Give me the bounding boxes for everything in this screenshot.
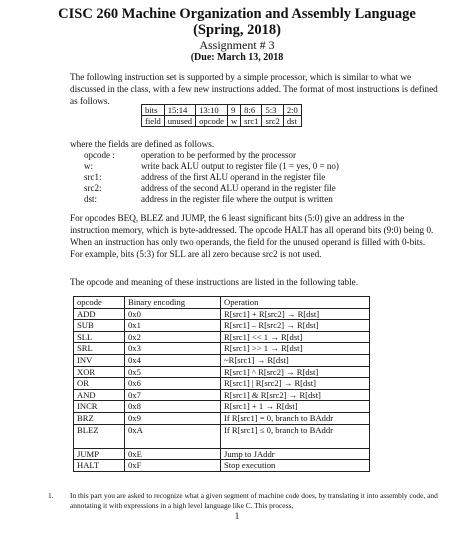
operation-cell: If R[src1] ≤ 0, branch to BAddr: [221, 424, 370, 448]
footnote: [48, 491, 450, 510]
opcode-cell: ADD: [74, 308, 125, 320]
opcode-cell: BLEZ: [74, 424, 125, 448]
document-title: CISC 260 Machine Organization and Assembly Language: [58, 6, 416, 22]
bits-cell: 2:0: [283, 105, 301, 116]
opcode-table: [73, 296, 370, 472]
bits-row: [142, 105, 302, 116]
operation-cell: ~R[src1] → R[dst]: [221, 354, 370, 366]
bits-cell: 5:3: [262, 105, 283, 116]
encoding-cell: 0x7: [125, 389, 221, 401]
column-header: Binary encoding: [125, 297, 221, 309]
footnote-number: 1.: [48, 491, 54, 500]
column-header: opcode: [74, 297, 125, 309]
bits-cell: 8:6: [241, 105, 262, 116]
encoding-cell: 0x4: [125, 354, 221, 366]
opcode-cell: SLL: [74, 331, 125, 343]
operation-cell: R[src1] >> 1 → R[dst]: [221, 343, 370, 355]
table-row: [74, 308, 370, 320]
table-row: [74, 320, 370, 332]
encoding-cell: 0xA: [125, 424, 221, 448]
page-number: 1: [234, 511, 240, 521]
due-date: (Due: March 13, 2018: [190, 52, 284, 63]
encoding-cell: 0x5: [125, 366, 221, 378]
opcodes-paragraph: For opcodes BEQ, BLEZ and JUMP, the 6 least significant bits (5:0) give an address in the instruction memory, which is byte-addressed. The opcode HALT has all operand bits (9:0) being 0. When an instruction has only two operands, the field for the unused operand is filled with 0-bits. For example, bits (5:3) for SLL are all zero because src2 is not used.: [70, 213, 434, 259]
field-cell: src2: [262, 116, 283, 127]
fields-row: [142, 116, 302, 127]
field-definition: [84, 172, 339, 183]
opcode-cell: JUMP: [74, 448, 125, 460]
encoding-cell: 0xF: [125, 460, 221, 472]
field-name: w:: [84, 161, 93, 171]
field-cell: unused: [164, 116, 195, 127]
field-cell: src1: [241, 116, 262, 127]
instruction-format-table: [141, 104, 302, 127]
bits-cell: 13:10: [196, 105, 228, 116]
field-description: operation to be performed by the processor: [141, 150, 296, 160]
field-definition: [84, 194, 339, 205]
table-row: [74, 424, 370, 448]
encoding-cell: 0x0: [125, 308, 221, 320]
operation-cell: R[src1] + 1 → R[dst]: [221, 401, 370, 413]
fields-lead: where the fields are defined as follows.: [70, 139, 215, 149]
encoding-cell: 0x3: [125, 343, 221, 355]
field-cell: opcode: [196, 116, 228, 127]
table-row: [74, 460, 370, 472]
opcode-cell: OR: [74, 378, 125, 390]
opcode-cell: BRZ: [74, 412, 125, 424]
opcode-cell: INV: [74, 354, 125, 366]
operation-cell: R[src1] | R[src2] → R[dst]: [221, 378, 370, 390]
intro-paragraph: The following instruction set is supported by a simple processor, which is similar to what we discussed in the class, with a few new instructions added. The format of most instructions is defined as follows.: [70, 72, 438, 106]
encoding-cell: 0x6: [125, 378, 221, 390]
field-name: opcode :: [84, 150, 115, 160]
field-definition: [84, 161, 339, 172]
table-row: [74, 412, 370, 424]
field-description: address of the second ALU operand in the register file: [141, 183, 336, 193]
field-definitions: [84, 150, 339, 205]
operation-cell: R[src1] ^ R[src2] → R[dst]: [221, 366, 370, 378]
document-term: (Spring, 2018): [193, 22, 281, 38]
table-row: [74, 343, 370, 355]
operation-cell: Jump to JAddr: [221, 448, 370, 460]
operation-cell: R[src1] & R[src2] → R[dst]: [221, 389, 370, 401]
operation-cell: R[src1] + R[src2] → R[dst]: [221, 308, 370, 320]
field-description: address in the register file where the output is written: [141, 194, 333, 204]
opcode-cell: HALT: [74, 460, 125, 472]
operation-cell: R[src1] << 1 → R[dst]: [221, 331, 370, 343]
opcode-cell: INCR: [74, 401, 125, 413]
column-header: Operation: [221, 297, 370, 309]
field-description: write back ALU output to register file (1 = yes, 0 = no): [141, 161, 339, 171]
encoding-cell: 0x8: [125, 401, 221, 413]
bits-cell: 9: [227, 105, 240, 116]
field-definition: [84, 183, 339, 194]
table-header-row: [74, 297, 370, 309]
field-description: address of the first ALU operand in the register file: [141, 172, 326, 182]
table-row: [74, 401, 370, 413]
encoding-cell: 0xE: [125, 448, 221, 460]
field-cell: dst: [283, 116, 301, 127]
opcode-cell: XOR: [74, 366, 125, 378]
table-row: [74, 331, 370, 343]
operation-cell: If R[src1] = 0, branch to BAddr: [221, 412, 370, 424]
field-definition: [84, 150, 339, 161]
field-name: dst:: [84, 194, 98, 204]
field-cell: field: [142, 116, 165, 127]
operation-cell: R[src1] – R[src2] → R[dst]: [221, 320, 370, 332]
table-row: [74, 366, 370, 378]
field-cell: w: [227, 116, 240, 127]
field-name: src1:: [84, 172, 102, 182]
table-row: [74, 389, 370, 401]
operation-cell: Stop execution: [221, 460, 370, 472]
opcode-cell: SRL: [74, 343, 125, 355]
bits-cell: 15:14: [164, 105, 195, 116]
table-row: [74, 354, 370, 366]
table-lead: The opcode and meaning of these instructions are listed in the following table.: [70, 277, 359, 287]
encoding-cell: 0x1: [125, 320, 221, 332]
encoding-cell: 0x2: [125, 331, 221, 343]
table-row: [74, 448, 370, 460]
assignment-number: Assignment # 3: [199, 38, 275, 52]
footnote-text: In this part you are asked to recognize what a given segment of machine code does, by translating it into assembly code, and annotating it with expressions in a high level language like C. This process,: [70, 491, 438, 510]
opcode-cell: AND: [74, 389, 125, 401]
encoding-cell: 0x9: [125, 412, 221, 424]
bits-cell: bits: [142, 105, 165, 116]
field-name: src2:: [84, 183, 102, 193]
opcode-cell: SUB: [74, 320, 125, 332]
table-row: [74, 378, 370, 390]
